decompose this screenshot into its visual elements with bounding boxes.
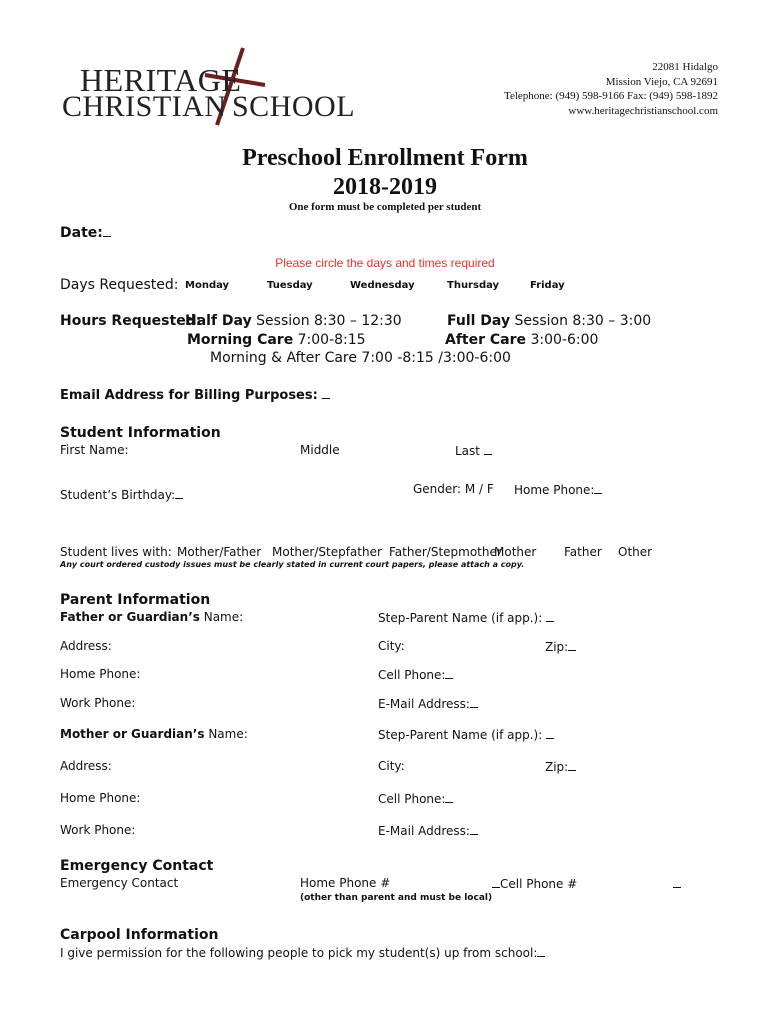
father-city-field[interactable]: City: [378,639,405,653]
lives-with-label: Student lives with: [60,545,172,559]
last-name-field[interactable] [455,443,492,458]
day-monday[interactable]: Monday [185,280,230,291]
page-year: 2018-2019 [333,174,437,200]
circle-note: Please circle the days and times required [275,256,495,270]
student-home-phone-field[interactable] [514,482,602,497]
mother-step-parent-label: Step-Parent Name (if app.): [378,728,543,742]
mother-label: Mother or Guardian’s [60,727,205,741]
half-day-time: Session 8:30 – 12:30 [251,313,402,329]
hours-morning-care[interactable] [187,332,366,348]
carpool-permission-field[interactable] [60,945,545,960]
father-home-phone-field[interactable]: Home Phone: [60,667,141,681]
gender-field[interactable]: Gender: M / F [413,482,494,496]
mother-cell-phone-field[interactable] [378,791,453,806]
mother-email-field[interactable] [378,823,478,838]
email-billing-label: Email Address for Billing Purposes: [60,388,318,403]
date-field[interactable] [60,225,111,241]
birthday-label: Student’s Birthday: [60,488,176,502]
morning-care-title: Morning Care [187,332,294,348]
half-day-title: Half Day [185,313,252,329]
logo-school: SCHOOL [232,90,356,123]
mother-name-field[interactable] [60,727,248,741]
mother-cell-phone-label: Cell Phone: [378,792,446,806]
lives-mother-father[interactable]: Mother/Father [177,545,262,559]
emergency-home-phone-field[interactable]: Home Phone # [300,876,391,890]
father-name-label: Name: [199,610,244,624]
father-zip-label: Zip: [545,640,569,654]
father-address-field[interactable]: Address: [60,639,112,653]
mother-zip-field[interactable] [545,759,576,774]
emergency-contact-field[interactable]: Emergency Contact [60,876,179,890]
morning-care-time: 7:00-8:15 [293,332,366,348]
mother-name-label: Name: [204,727,248,741]
emergency-cell-phone-field[interactable] [492,876,577,891]
student-heading: Student Information [60,425,221,441]
emergency-heading: Emergency Contact [60,858,214,874]
logo-christian: CHRISTIAN [62,90,227,123]
day-wednesday[interactable]: Wednesday [350,280,415,291]
address-street: 22081 Hidalgo [652,61,718,73]
father-step-parent-field[interactable] [378,610,554,625]
lives-mother[interactable]: Mother [494,545,537,559]
mother-email-label: E-Mail Address: [378,824,470,838]
birthday-field[interactable] [60,487,183,502]
first-name-field[interactable]: First Name: [60,443,129,457]
full-day-title: Full Day [447,313,511,329]
lives-father-stepmother[interactable]: Father/Stepmother [389,545,502,559]
carpool-permission-label: I give permission for the following people to pick my student(s) up from school: [60,946,538,960]
father-zip-field[interactable] [545,639,576,654]
mother-step-parent-field[interactable] [378,727,554,742]
mother-address-field[interactable]: Address: [60,759,112,773]
page-title: Preschool Enrollment Form [242,145,528,171]
father-cell-phone-label: Cell Phone: [378,668,446,682]
father-email-label: E-Mail Address: [378,697,470,711]
after-care-title: After Care [445,332,527,348]
full-day-time: Session 8:30 – 3:00 [510,313,652,329]
father-cell-phone-field[interactable] [378,667,453,682]
father-name-field[interactable] [60,610,243,624]
father-email-field[interactable] [378,696,478,711]
last-name-label: Last [455,444,480,458]
student-home-phone-label: Home Phone: [514,483,595,497]
hours-half-day[interactable] [185,313,402,329]
father-work-phone-field[interactable]: Work Phone: [60,696,136,710]
mother-home-phone-field[interactable]: Home Phone: [60,791,141,805]
day-thursday[interactable]: Thursday [447,280,500,291]
page-subtitle: One form must be completed per student [288,201,482,213]
days-label: Days Requested: [60,277,179,293]
address-phones: Telephone: (949) 598-9166 Fax: (949) 598-1892 [504,90,718,102]
middle-name-field[interactable]: Middle [300,443,340,457]
logo-heritage: HERITAGE [80,62,242,98]
address-website: www.heritagechristianschool.com [568,105,718,117]
father-label: Father or Guardian’s [60,610,200,624]
emergency-note: (other than parent and must be local) [300,893,493,903]
mother-work-phone-field[interactable]: Work Phone: [60,823,136,837]
emergency-cell-blank[interactable] [673,876,681,891]
custody-note: Any court ordered custody issues must be clearly stated in current court papers, please attach a copy. [60,560,525,569]
date-label: Date: [60,225,103,241]
mother-zip-label: Zip: [545,760,569,774]
emergency-cell-phone-label: Cell Phone # [500,877,578,891]
parent-heading: Parent Information [60,592,211,608]
day-tuesday[interactable]: Tuesday [267,280,313,291]
address-city: Mission Viejo, CA 92691 [605,76,718,88]
hours-morning-after[interactable]: Morning & After Care 7:00 -8:15 /3:00-6:00 [210,350,511,366]
email-billing-field[interactable] [60,387,330,403]
hours-after-care[interactable] [445,332,598,348]
after-care-time: 3:00-6:00 [526,332,599,348]
carpool-heading: Carpool Information [60,927,219,943]
lives-father[interactable]: Father [564,545,602,559]
day-friday[interactable]: Friday [530,280,565,291]
hours-full-day[interactable] [447,313,651,329]
lives-other[interactable]: Other [618,545,653,559]
mother-city-field[interactable]: City: [378,759,405,773]
lives-mother-stepfather[interactable]: Mother/Stepfather [272,545,382,559]
father-step-parent-label: Step-Parent Name (if app.): [378,611,543,625]
hours-label: Hours Requested: [60,313,202,329]
